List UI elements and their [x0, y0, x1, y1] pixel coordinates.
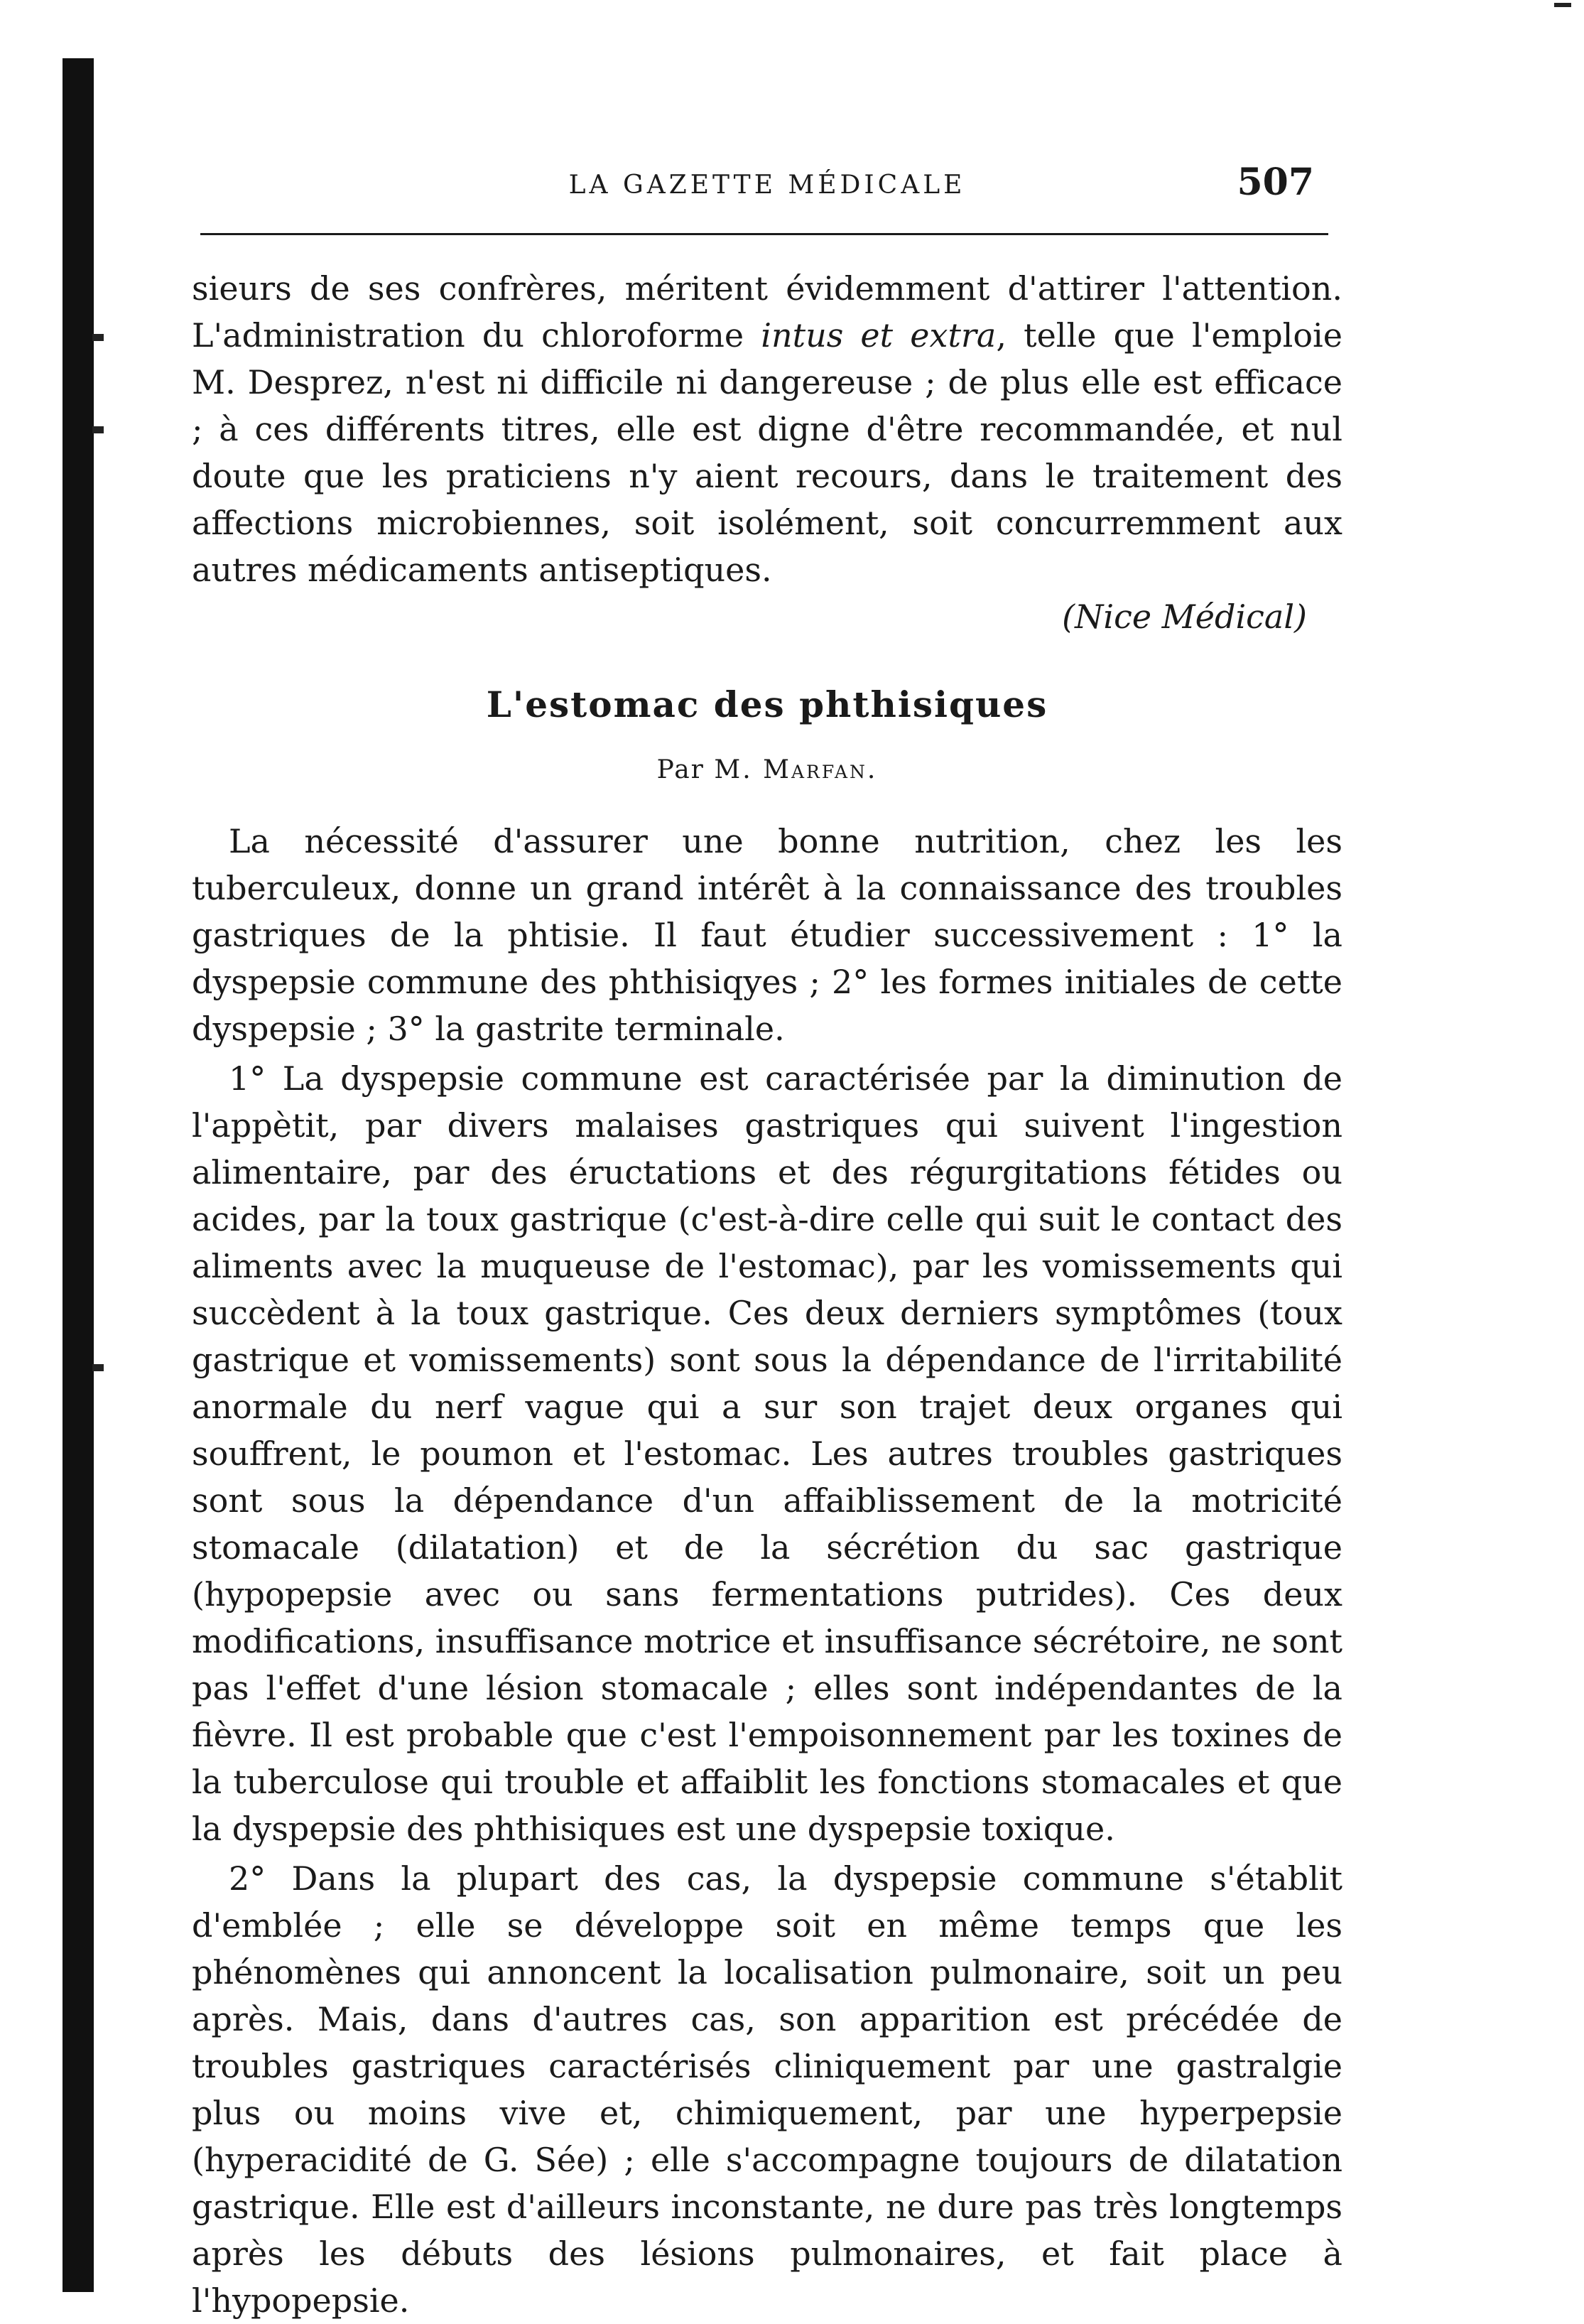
binding-shadow — [63, 58, 94, 2292]
paragraph-formes-initiales: 2° Dans la plupart des cas, la dyspepsie commune s'établit d'emblée ; elle se développe soit en même temps que les phénomènes qui annoncent la localisation pulmonaire, soit un peu après. Mais, dans d'autres cas, son apparition est précédée de troubles gastriques caractérisés cliniquement par une gastralgie plus ou moins vive et, chimiquement, par une hyperpepsie (hyperacidité de G. Sée) ; elle s'accompagne toujours de dilatation gastrique. Elle est d'ailleurs inconstante, ne dure pas très longtemps après les débuts des lésions pulmonaires, et fait place à l'hypopepsie. — [192, 1859, 1342, 2320]
previous-article-text — [192, 265, 1342, 593]
scan-speck — [92, 426, 104, 433]
source-citation: (Nice Médical) — [1062, 598, 1307, 636]
previous-text-end: , telle que l'emploie M. Desprez, n'est ni difficile ni dangereuse ; de plus elle est efficace ; à ces différents titres, elle est digne d'être recommandée, et nul doute que les praticiens n'y aient recours, dans le traitement des affections microbiennes, soit isolément, soit concurremment aux autres médicaments antiseptiques. — [192, 316, 1342, 589]
header-rule — [200, 233, 1328, 235]
scan-speck — [92, 334, 104, 341]
italic-phrase: intus et extra — [761, 316, 997, 355]
paragraph-dyspepsie-commune: 1° La dyspepsie commune est caractérisée par la diminution de l'appètit, par divers malaises gastriques qui suivent l'ingestion alimentaire, par des éructations et des régurgitations fétides ou acides, par la toux gastrique (c'est-à-dire celle qui suit le contact des aliments avec la muqueuse de l'estomac), par les vomissements qui succèdent à la toux gastrique. Ces deux derniers symptômes (toux gastrique et vomissements) sont sous la dépendance de l'irritabilité anormale du nerf vague qui a sur son trajet deux organes qui souffrent, le poumon et l'estomac. Les autres troubles gastriques sont sous la dépendance d'un affaiblissement de la motricité stomacale (dilatation) et de la sécrétion du sac gastrique (hypopepsie avec ou sans fermentations putrides). Ces deux modifications, insuffisance motrice et insuffisance sécrétoire, ne sont pas l'effet d'une lésion stomacale ; elles sont indépendantes de la fièvre. Il est probable que c'est l'empoisonnement par les toxines de la tuberculose qui trouble et affaiblit les fonctions stomacales et que la dyspepsie des phthisiques est une dyspepsie toxique. — [192, 1059, 1342, 1848]
page — [192, 149, 1342, 2324]
page-number: 507 — [1237, 161, 1314, 204]
byline-prefix: Par — [656, 755, 705, 784]
byline-author: M. Marfan. — [714, 755, 878, 784]
scan-corner-mark — [1554, 3, 1571, 7]
article-title: L'estomac des phthisiques — [486, 683, 1048, 725]
previous-text-start: sieurs de ses confrères, méritent évidemment d'attirer l'attention. L'administration du chloroforme — [192, 269, 1342, 355]
running-head — [192, 149, 1342, 206]
paragraph-intro: La nécessité d'assurer une bonne nutrition, chez les les tuberculeux, donne un grand intérêt à la connaissance des troubles gastriques de la phtisie. Il faut étudier successivement : 1° la dyspepsie commune des phthisiqyes ; 2° les formes initiales de cette dyspepsie ; 3° la gastrite terminale. — [192, 822, 1342, 1048]
running-title: LA GAZETTE MÉDICALE — [568, 171, 966, 200]
byline — [192, 752, 1342, 788]
scan-speck — [92, 1364, 104, 1371]
